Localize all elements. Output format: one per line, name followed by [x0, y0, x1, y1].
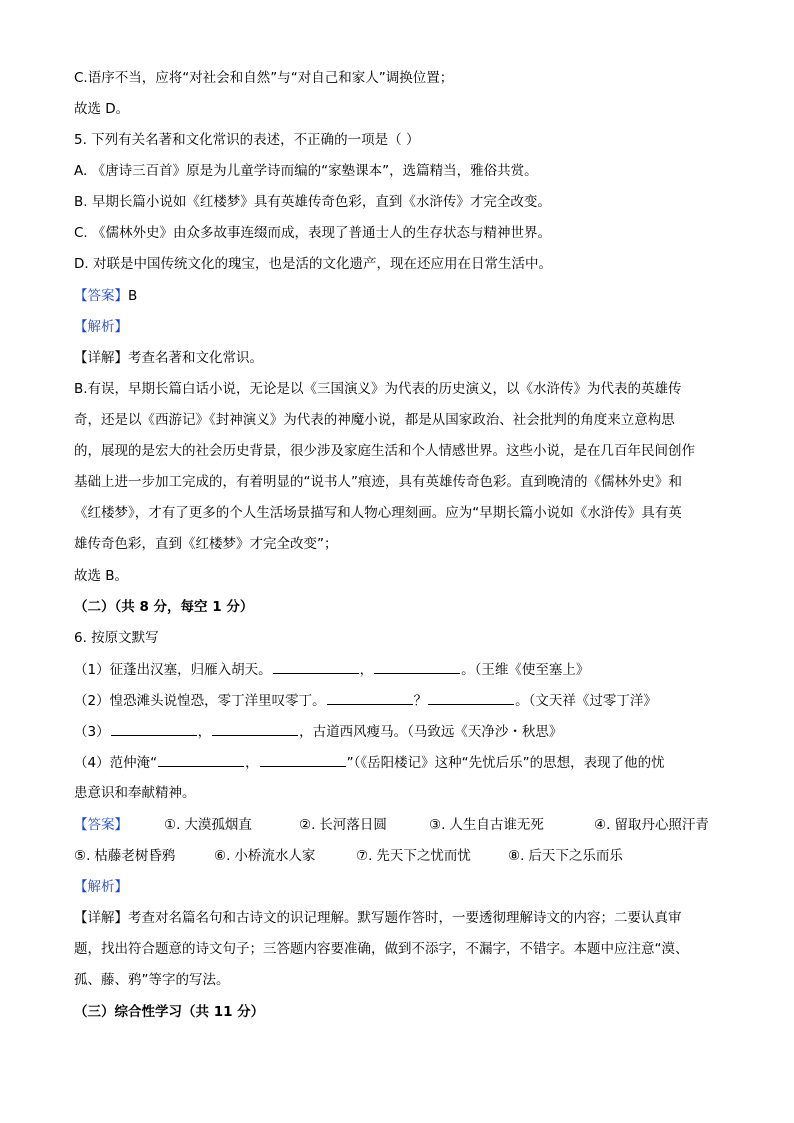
q6-item-4-cont: 患意识和奉献精神。	[74, 785, 196, 801]
detail-tag: 【详解】	[74, 910, 128, 926]
fill-blank[interactable]	[158, 752, 244, 767]
q6-item-2: （2）惶恐滩头说惶恐，零丁洋里叹零丁。 ？ 。（文天祥《过零丁洋》	[74, 690, 657, 710]
answer-item: ④. 留取丹心照汗青	[594, 817, 709, 833]
detail-tag: 【详解】	[74, 350, 128, 366]
answer-item: ⑥. 小桥流水人家	[214, 848, 316, 864]
answer-item: ⑦. 先天下之忧而忧	[356, 848, 471, 864]
fill-blank[interactable]	[273, 659, 359, 674]
q5-option-c: C. 《儒林外史》由众多故事连缀而成，表现了普通士人的生存状态与精神世界。	[74, 225, 552, 241]
fill-blank[interactable]	[374, 659, 460, 674]
q5-conclusion: 故选 B。	[74, 568, 129, 584]
q5-answer	[74, 286, 137, 306]
q6-item-1: （1）征蓬出汉塞，归雁入胡天。 ， 。（王维《使至塞上》	[74, 659, 589, 679]
q6-detail-line: 题，找出符合题意的诗文句子；三答题内容要准确，做到不添字，不漏字，不错字。本题中应注意“漠、	[74, 941, 689, 957]
fill-blank[interactable]	[327, 690, 413, 705]
answer-tag: 【答案】	[74, 288, 128, 304]
part3-heading: （三）综合性学习（共 11 分）	[74, 1004, 265, 1020]
prev-conclusion: 故选 D。	[74, 101, 130, 117]
answer-item: ①. 大漠孤烟直	[164, 817, 252, 833]
analysis-tag: 【解析】	[74, 319, 128, 335]
q6-analysis-tag	[74, 877, 128, 897]
q5-explanation-line: 奇，还是以《西游记》《封神演义》为代表的神魔小说，都是从国家政治、社会批判的角度来立意构思	[74, 412, 675, 428]
answer-item: ⑤. 枯藤老树昏鸦	[74, 848, 176, 864]
answer-item: ⑧. 后天下之乐而乐	[508, 848, 623, 864]
q5-option-b: B. 早期长篇小说如《红楼梦》具有英雄传奇色彩，直到《水浒传》才完全改变。	[74, 194, 551, 210]
q6-answers-row-1	[74, 815, 709, 835]
q5-explanation-line: 《红楼梦》，才有了更多的个人生活场景描写和人物心理刻画。应为“早期长篇小说如《水浒传》具有英	[74, 505, 682, 521]
fill-blank[interactable]	[212, 721, 298, 736]
answer-item: ③. 人生自古谁无死	[429, 817, 544, 833]
fill-blank[interactable]	[428, 690, 514, 705]
q5-explanation-line: 基础上进一步加工完成的，有着明显的“说书人”痕迹，具有英雄传奇色彩。直到晚清的《儒林外史》和	[74, 474, 682, 490]
q5-option-a: A. 《唐诗三百首》原是为儿童学诗而编的“家塾课本”，选篇精当，雅俗共赏。	[74, 163, 538, 179]
q5-option-d: D. 对联是中国传统文化的瑰宝，也是活的文化遗产，现在还应用在日常生活中。	[74, 256, 552, 272]
part2-heading: （二）（共 8 分，每空 1 分）	[74, 599, 254, 615]
q6-title: 6. 按原文默写	[74, 630, 159, 646]
q6-detail-line: 孤、藤、鸦”等字的写法。	[74, 972, 230, 988]
q6-detail-line: 【详解】考查对名篇名句和古诗文的识记理解。默写题作答时，一要透彻理解诗文的内容；二要认真审	[74, 910, 682, 926]
q5-explanation-line: B.有误，早期长篇白话小说，无论是以《三国演义》为代表的历史演义，以《水浒传》为代表的英雄传	[74, 381, 682, 397]
answer-item: ②. 长河落日圆	[299, 817, 387, 833]
analysis-tag: 【解析】	[74, 879, 128, 895]
q6-item-3: （3） ， ，古道西风瘦马。（马致远《天净沙・秋思》	[74, 721, 562, 741]
answer-value: B	[128, 288, 138, 304]
q6-item-4: （4）范仲淹“ ， ”（《岳阳楼记》这种“先忧后乐”的思想，表现了他的忧	[74, 752, 665, 772]
prev-option-c: C.语序不当，应将“对社会和自然”与“对自己和家人”调换位置；	[74, 70, 454, 86]
answer-tag: 【答案】	[74, 817, 128, 833]
q5-analysis-tag	[74, 317, 128, 337]
q5-explanation-line: 雄传奇色彩，直到《红楼梦》才完全改变”；	[74, 536, 338, 552]
q5-explanation-line: 的，展现的是宏大的社会历史背景，很少涉及家庭生活和个人情感世界。这些小说，是在几百年民间创作	[74, 443, 695, 459]
fill-blank[interactable]	[111, 721, 197, 736]
detail-intro: 考查名著和文化常识。	[128, 350, 263, 366]
q5-stem: 5. 下列有关名著和文化常识的表述，不正确的一项是（ ）	[74, 132, 420, 148]
fill-blank[interactable]	[260, 752, 346, 767]
q5-detail	[74, 348, 263, 368]
